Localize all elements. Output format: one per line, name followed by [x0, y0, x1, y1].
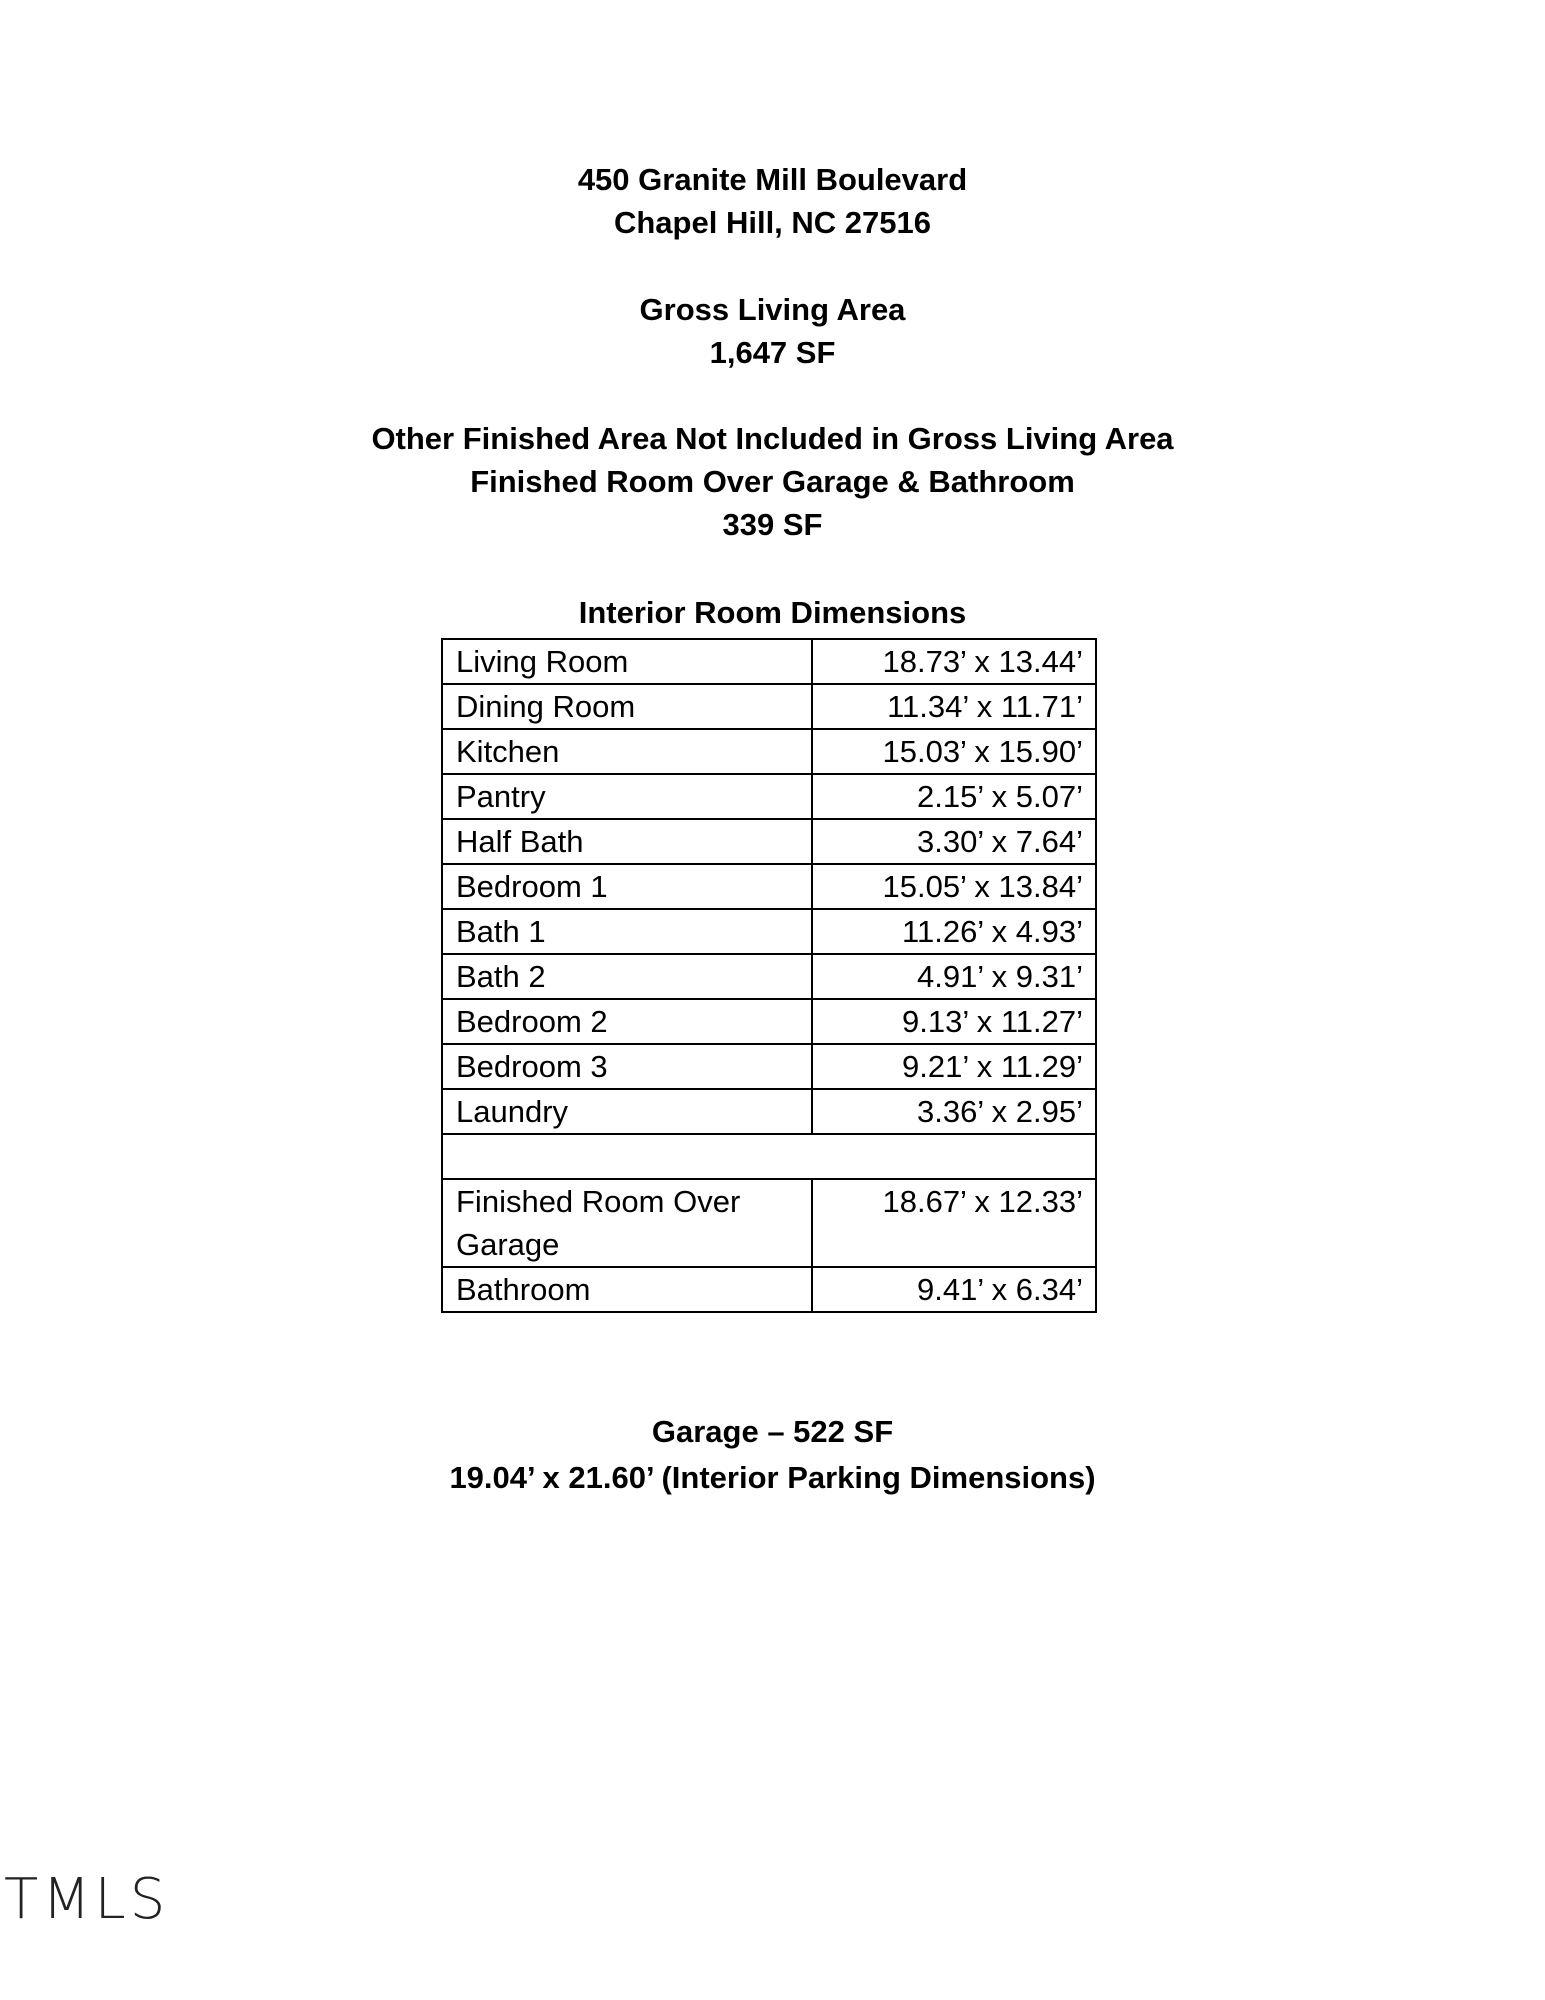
room-dimensions: 9.41’ x 6.34’ [812, 1267, 1096, 1312]
room-name: Dining Room [442, 684, 812, 729]
garage-info [0, 1409, 1545, 1501]
room-name: Bedroom 1 [442, 864, 812, 909]
room-table-title [0, 591, 1545, 634]
gross-living-area-value: 1,647 SF [709, 335, 836, 370]
other-finished-area-description: Finished Room Over Garage & Bathroom [470, 464, 1075, 499]
room-dimensions: 3.30’ x 7.64’ [812, 819, 1096, 864]
room-name: Living Room [442, 639, 812, 684]
room-name: Bath 1 [442, 909, 812, 954]
room-name: Bedroom 3 [442, 1044, 812, 1089]
room-dimensions: 18.73’ x 13.44’ [812, 639, 1096, 684]
garage-area: Garage – 522 SF [651, 1414, 894, 1449]
room-name: Laundry [442, 1089, 812, 1134]
table-row [442, 774, 1096, 819]
other-finished-area-value: 339 SF [722, 507, 823, 542]
room-name: Pantry [442, 774, 812, 819]
room-dimensions: 9.13’ x 11.27’ [812, 999, 1096, 1044]
table-spacer-row [442, 1134, 1096, 1179]
table-row [442, 1044, 1096, 1089]
room-dimensions: 2.15’ x 5.07’ [812, 774, 1096, 819]
table-row [442, 729, 1096, 774]
table-row [442, 684, 1096, 729]
room-name: Half Bath [442, 819, 812, 864]
room-dimensions: 15.03’ x 15.90’ [812, 729, 1096, 774]
room-dimensions: 11.34’ x 11.71’ [812, 684, 1096, 729]
room-dimensions: 18.67’ x 12.33’ [812, 1179, 1096, 1267]
table-row [442, 819, 1096, 864]
other-finished-area-label: Other Finished Area Not Included in Gross Living Area [371, 421, 1174, 456]
room-name: Bathroom [442, 1267, 812, 1312]
table-row [442, 954, 1096, 999]
other-finished-area [0, 417, 1545, 546]
room-dimensions: 11.26’ x 4.93’ [812, 909, 1096, 954]
room-dimensions: 15.05’ x 13.84’ [812, 864, 1096, 909]
room-name: Finished Room Over Garage [442, 1179, 812, 1267]
room-dimensions: 9.21’ x 11.29’ [812, 1044, 1096, 1089]
table-row [442, 864, 1096, 909]
address-city: Chapel Hill, NC 27516 [613, 205, 931, 240]
room-name: Kitchen [442, 729, 812, 774]
room-name: Bedroom 2 [442, 999, 812, 1044]
gross-living-area-label: Gross Living Area [639, 292, 906, 327]
room-dimensions-table [441, 638, 1097, 1313]
room-name: Bath 2 [442, 954, 812, 999]
room-dimensions: 3.36’ x 2.95’ [812, 1089, 1096, 1134]
table-row [442, 1179, 1096, 1267]
table-row [442, 909, 1096, 954]
table-spacer-cell [442, 1134, 1096, 1179]
gross-living-area [0, 288, 1545, 374]
room-table-title-text: Interior Room Dimensions [578, 595, 967, 630]
garage-dimensions: 19.04’ x 21.60’ (Interior Parking Dimensions) [449, 1460, 1096, 1495]
tmls-logo: TMLS [4, 1867, 170, 1932]
table-row [442, 999, 1096, 1044]
table-row [442, 1089, 1096, 1134]
address [0, 158, 1545, 244]
address-street: 450 Granite Mill Boulevard [577, 162, 968, 197]
room-dimensions: 4.91’ x 9.31’ [812, 954, 1096, 999]
table-row [442, 1267, 1096, 1312]
table-row [442, 639, 1096, 684]
